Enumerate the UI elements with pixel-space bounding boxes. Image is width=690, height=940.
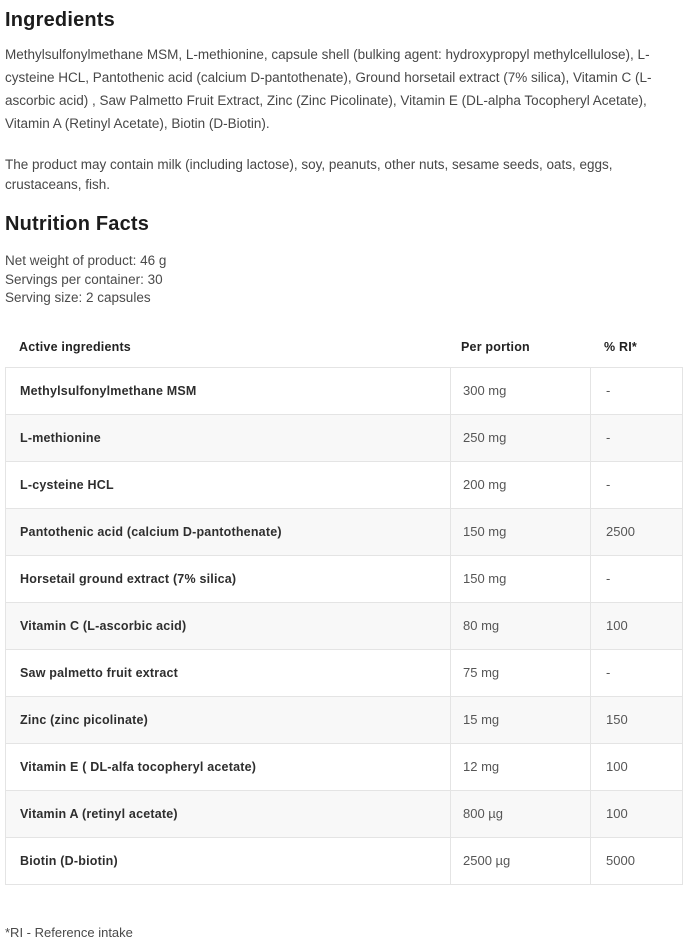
ingredient-name: L-cysteine HCL: [20, 477, 114, 492]
ingredient-name: Vitamin E ( DL-alfa tocopheryl acetate): [20, 759, 257, 774]
table-row: [6, 790, 682, 837]
ingredient-name: Horsetail ground extract (7% silica): [20, 571, 237, 586]
table-row: [6, 508, 682, 555]
ingredient-name: Pantothenic acid (calcium D-pantothenate): [20, 524, 282, 539]
ri-footnote-text: *RI - Reference intake: [5, 924, 133, 940]
table-row: [6, 743, 682, 790]
column-header-ri: % RI*: [604, 339, 637, 354]
per-portion-value: 200 mg: [450, 462, 590, 508]
ri-value: -: [590, 415, 682, 461]
servings-per-container-text: Servings per container: 30: [5, 271, 163, 287]
per-portion-value: 80 mg: [450, 603, 590, 649]
ingredients-list-text: Methylsulfonylmethane MSM, L-methionine, capsule shell (bulking agent: hydroxypropyl methylcellulose), L-cysteine HCL, Pantothenic acid (calcium D-pantothenate), Ground horsetail extract (7% silica), Vitamin C (L-ascorbic acid) , Saw Palmetto Fruit Extract, Zinc (Zinc Picolinate), Vitamin E (DL-alpha Tocopheryl Acetate), Vitamin A (Retinyl Acetate), Biotin (D-Biotin).: [5, 47, 652, 131]
nutrition-table: [5, 327, 683, 885]
per-portion-value: 12 mg: [450, 744, 590, 790]
ri-value: -: [590, 556, 682, 602]
ri-value: 100: [590, 603, 682, 649]
table-row: [6, 461, 682, 508]
table-row: [6, 649, 682, 696]
ri-value: -: [590, 462, 682, 508]
nutrition-facts-heading: Nutrition Facts: [5, 213, 150, 235]
per-portion-value: 250 mg: [450, 415, 590, 461]
table-row: [6, 696, 682, 743]
allergen-note-text: The product may contain milk (including lactose), soy, peanuts, other nuts, sesame seeds, oats, eggs, crustaceans, fish.: [5, 157, 613, 192]
table-row: [6, 368, 682, 414]
ri-value: 2500: [590, 509, 682, 555]
per-portion-value: 15 mg: [450, 697, 590, 743]
ingredient-name: Saw palmetto fruit extract: [20, 665, 179, 680]
per-portion-value: 150 mg: [450, 556, 590, 602]
per-portion-value: 300 mg: [450, 368, 590, 414]
column-header-per-portion: Per portion: [461, 339, 530, 354]
ri-value: 5000: [590, 838, 682, 884]
ingredient-name: Vitamin C (L-ascorbic acid): [20, 618, 187, 633]
serving-size-text: Serving size: 2 capsules: [5, 290, 151, 305]
ingredient-name: Vitamin A (retinyl acetate): [20, 806, 178, 821]
per-portion-value: 150 mg: [450, 509, 590, 555]
table-row: [6, 555, 682, 602]
ingredient-name: Methylsulfonylmethane MSM: [20, 383, 197, 398]
table-row: [6, 602, 682, 649]
ingredient-name: Biotin (D-biotin): [20, 853, 118, 868]
ri-value: 100: [590, 744, 682, 790]
table-body: [5, 367, 683, 885]
ingredients-heading: Ingredients: [5, 9, 115, 31]
column-header-active-ingredients: Active ingredients: [19, 339, 131, 354]
table-row: [6, 837, 682, 884]
net-weight-text: Net weight of product: 46 g: [5, 253, 167, 268]
per-portion-value: 75 mg: [450, 650, 590, 696]
per-portion-value: 2500 µg: [450, 838, 590, 884]
ri-value: -: [590, 368, 682, 414]
product-info-block: [5, 252, 682, 308]
table-row: [6, 414, 682, 461]
per-portion-value: 800 µg: [450, 791, 590, 837]
table-header-row: [5, 327, 683, 367]
ri-value: 100: [590, 791, 682, 837]
ingredient-name: Zinc (zinc picolinate): [20, 712, 149, 727]
ingredient-name: L-methionine: [20, 430, 101, 445]
ri-value: -: [590, 650, 682, 696]
ri-value: 150: [590, 697, 682, 743]
